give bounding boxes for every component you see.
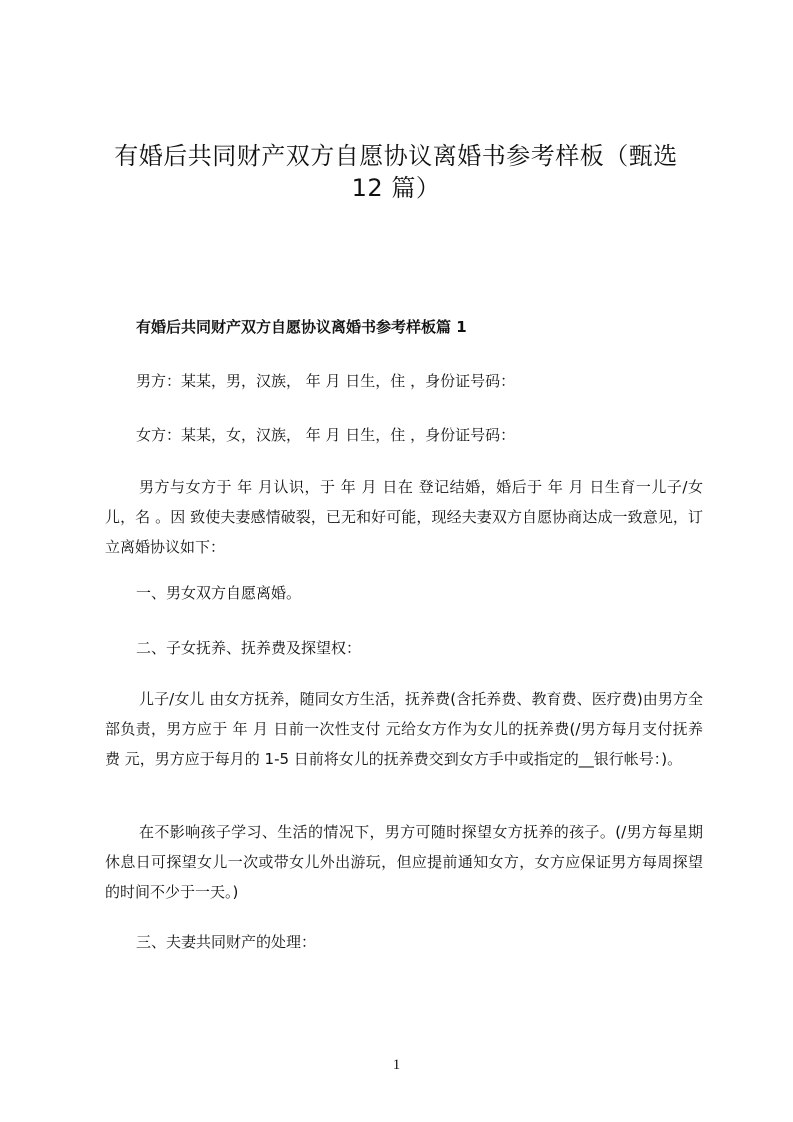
clause-1: 一、男女双方自愿离婚。 — [136, 584, 302, 602]
intro-paragraph: 男方与女方于 年 月认识，于 年 月 日在 登记结婚，婚后于 年 月 日生育一儿子/女儿，名 。因 致使夫妻感情破裂，已无和好可能，现经夫妻双方自愿协商达成一致意见，订立离婚协议如下： — [105, 478, 703, 556]
clause-3: 三、夫妻共同财产的处理： — [136, 933, 317, 951]
page-number: 1 — [392, 1057, 401, 1073]
woman-info-line: 女方：某某，女，汉族， 年 月 日生，住 ，身份证号码： — [136, 426, 516, 444]
clause-2: 二、子女抚养、抚养费及探望权： — [136, 639, 362, 657]
man-info-line: 男方：某某，男，汉族， 年 月 日生，住 ，身份证号码： — [136, 372, 516, 390]
custody-paragraph: 儿子/女儿 由女方抚养，随同女方生活，抚养费(含托养费、教育费、医疗费)由男方全部负责，男方应于 年 月 日前一次性支付 元给女方作为女儿的抚养费(/男方每月支付抚养费 元，男方应于每月的 1-5 日前将女儿的抚养费交到女方手中或指定的__银行帐号：)。 — [105, 690, 703, 768]
section-heading: 有婚后共同财产双方自愿协议离婚书参考样板篇 1 — [136, 318, 467, 336]
document-title: 有婚后共同财产双方自愿协议离婚书参考样板（甄选 12 篇） — [114, 142, 678, 202]
visitation-paragraph: 在不影响孩子学习、生活的情况下，男方可随时探望女方抚养的孩子。(/男方每星期休息日可探望女儿一次或带女儿外出游玩，但应提前通知女方，女方应保证男方每周探望的时间不少于一天。) — [105, 823, 703, 901]
